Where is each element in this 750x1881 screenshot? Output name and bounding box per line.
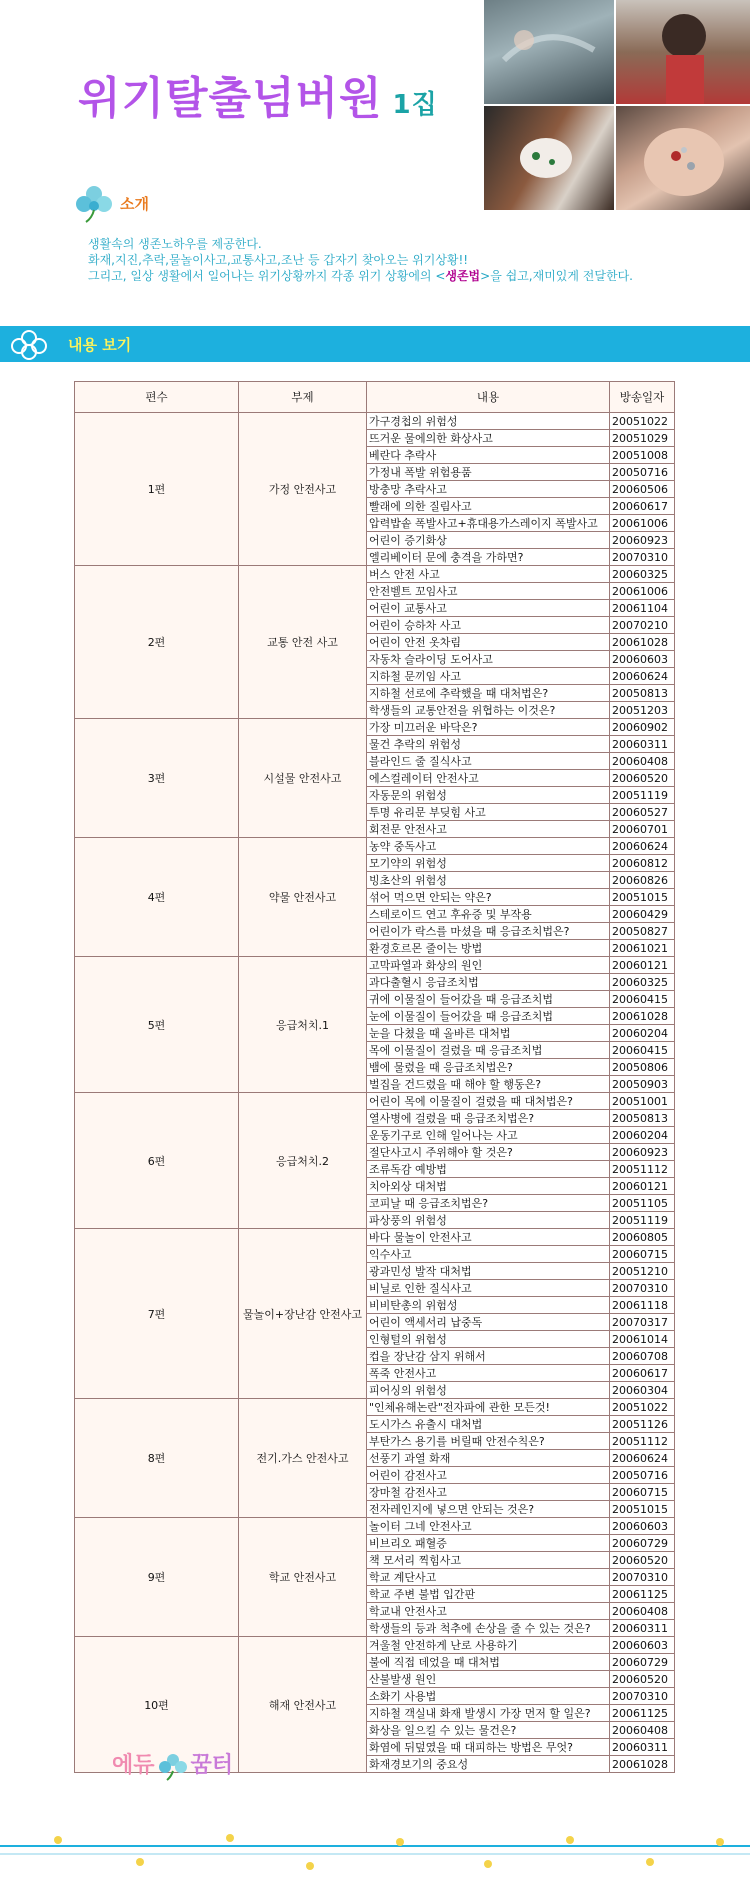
episode-number: 8편	[75, 1399, 239, 1518]
episode-subtitle: 응급처치.1	[239, 957, 367, 1093]
airdate-cell: 20060812	[610, 855, 675, 872]
airdate-cell: 20060325	[610, 566, 675, 583]
episode-subtitle: 전기.가스 안전사고	[239, 1399, 367, 1518]
content-cell: 어린이 교통사고	[367, 600, 610, 617]
logo-part-2: 꿈터	[190, 1753, 234, 1778]
content-cell: 치아외상 대처법	[367, 1178, 610, 1195]
episode-number: 2편	[75, 566, 239, 719]
content-cell: 환경호르몬 줄이는 방법	[367, 940, 610, 957]
airdate-cell: 20060415	[610, 991, 675, 1008]
content-cell: 어린이 승하차 사고	[367, 617, 610, 634]
table-row	[75, 1093, 675, 1110]
content-cell: 눈에 이물질이 들어갔을 때 응급조치법	[367, 1008, 610, 1025]
content-cell: 빨래에 의한 질림사고	[367, 498, 610, 515]
content-cell: "인체유해논란"전자파에 관한 모든것!	[367, 1399, 610, 1416]
airdate-cell: 20070310	[610, 1569, 675, 1586]
content-cell: 학교 계단사고	[367, 1569, 610, 1586]
content-cell: 선풍기 과열 화재	[367, 1450, 610, 1467]
content-cell: 가장 미끄러운 바닥은?	[367, 719, 610, 736]
content-cell: 화상을 일으킬 수 있는 물건은?	[367, 1722, 610, 1739]
content-cell: 장마철 감전사고	[367, 1484, 610, 1501]
airdate-cell: 20060624	[610, 668, 675, 685]
flower-icon	[8, 328, 50, 362]
episode-number: 5편	[75, 957, 239, 1093]
photo-cup-face	[484, 106, 614, 210]
airdate-cell: 20051105	[610, 1195, 675, 1212]
intro-line-3-a: 그리고, 일상 생활에서 일어나는 위기상황까지 각종 위기 상황에의 <	[88, 269, 446, 283]
airdate-cell: 20061125	[610, 1586, 675, 1603]
content-cell: 어린이 감전사고	[367, 1467, 610, 1484]
content-cell: 광과민성 발작 대처법	[367, 1263, 610, 1280]
airdate-cell: 20060304	[610, 1382, 675, 1399]
episode-number: 6편	[75, 1093, 239, 1229]
airdate-cell: 20060520	[610, 1552, 675, 1569]
content-cell: 가정내 폭발 위험용품	[367, 464, 610, 481]
table-row	[75, 719, 675, 736]
airdate-cell: 20051126	[610, 1416, 675, 1433]
airdate-cell: 20051210	[610, 1263, 675, 1280]
content-cell: 비브리오 패혈증	[367, 1535, 610, 1552]
airdate-cell: 20060311	[610, 1739, 675, 1756]
content-cell: 압력밥솥 폭발사고+휴대용가스레이지 폭발사고	[367, 515, 610, 532]
airdate-cell: 20060415	[610, 1042, 675, 1059]
airdate-cell: 20060923	[610, 1144, 675, 1161]
airdate-cell: 20060617	[610, 1365, 675, 1382]
airdate-cell: 20070310	[610, 549, 675, 566]
table-row	[75, 566, 675, 583]
airdate-cell: 20050806	[610, 1059, 675, 1076]
logo-clover-icon	[155, 1751, 191, 1781]
content-cell: 어린이 목에 이물질이 걸렸을 때 대처법은?	[367, 1093, 610, 1110]
episode-subtitle: 해재 안전사고	[239, 1637, 367, 1773]
episode-number: 7편	[75, 1229, 239, 1399]
content-cell: 안전벨트 꼬임사고	[367, 583, 610, 600]
airdate-cell: 20061028	[610, 1008, 675, 1025]
airdate-cell: 20061021	[610, 940, 675, 957]
airdate-cell: 20060624	[610, 838, 675, 855]
clover-icon	[72, 182, 116, 224]
content-cell: 투명 유리문 부딪힘 사고	[367, 804, 610, 821]
intro-line-1: 생활속의 생존노하우를 제공한다.	[88, 237, 262, 251]
intro-line-3	[88, 268, 633, 284]
airdate-cell: 20061028	[610, 1756, 675, 1773]
intro-description	[88, 236, 633, 284]
airdate-cell: 20060311	[610, 1620, 675, 1637]
content-cell: 눈을 다쳤을 때 올바른 대처법	[367, 1025, 610, 1042]
airdate-cell: 20051015	[610, 889, 675, 906]
content-cell: 바다 물놀이 안전사고	[367, 1229, 610, 1246]
content-cell: 조류독감 예방법	[367, 1161, 610, 1178]
episode-subtitle: 약물 안전사고	[239, 838, 367, 957]
table-row	[75, 838, 675, 855]
content-cell: 불에 직접 데었을 때 대처법	[367, 1654, 610, 1671]
title-text: 위기탈출넘버원	[78, 73, 383, 124]
content-cell: 피어싱의 위험성	[367, 1382, 610, 1399]
content-cell: 빙초산의 위험성	[367, 872, 610, 889]
episode-subtitle: 가정 안전사고	[239, 413, 367, 566]
episode-subtitle: 학교 안전사고	[239, 1518, 367, 1637]
content-cell: 베란다 추락사	[367, 447, 610, 464]
airdate-cell: 20060527	[610, 804, 675, 821]
airdate-cell: 20060603	[610, 1637, 675, 1654]
airdate-cell: 20060729	[610, 1535, 675, 1552]
content-cell: 가구경첩의 위험성	[367, 413, 610, 430]
airdate-cell: 20050827	[610, 923, 675, 940]
content-cell: 절단사고시 주위해야 할 것은?	[367, 1144, 610, 1161]
intro-heading	[72, 182, 149, 224]
airdate-cell: 20060902	[610, 719, 675, 736]
content-cell: 폭죽 안전사고	[367, 1365, 610, 1382]
airdate-cell: 20060506	[610, 481, 675, 498]
content-cell: 지하철 문끼임 사고	[367, 668, 610, 685]
content-cell: 고막파열과 화상의 원인	[367, 957, 610, 974]
airdate-cell: 20060204	[610, 1025, 675, 1042]
airdate-cell: 20060204	[610, 1127, 675, 1144]
content-cell: 학교 주변 불법 입간판	[367, 1586, 610, 1603]
footer-decoration	[0, 1828, 750, 1881]
content-cell: 어린이 액세서리 납중독	[367, 1314, 610, 1331]
airdate-cell: 20061006	[610, 515, 675, 532]
episode-number: 1편	[75, 413, 239, 566]
content-cell: 회전문 안전사고	[367, 821, 610, 838]
airdate-cell: 20050813	[610, 685, 675, 702]
airdate-cell: 20060408	[610, 753, 675, 770]
page-title	[78, 62, 438, 126]
photo-underwater	[484, 0, 614, 104]
airdate-cell: 20061118	[610, 1297, 675, 1314]
content-cell: 어린이 안전 옷차림	[367, 634, 610, 651]
airdate-cell: 20051008	[610, 447, 675, 464]
content-cell: 모기약의 위험성	[367, 855, 610, 872]
content-cell: 열사병에 걸렸을 때 응급조치법은?	[367, 1110, 610, 1127]
content-cell: 섞어 먹으면 안되는 약은?	[367, 889, 610, 906]
airdate-cell: 20060121	[610, 957, 675, 974]
intro-line-2: 화재,지진,추락,물놀이사고,교통사고,조난 등 갑자기 찾아오는 위기상황!!	[88, 253, 469, 267]
content-cell: 엘리베이터 문에 충격을 가하면?	[367, 549, 610, 566]
table-row	[75, 957, 675, 974]
airdate-cell: 20051112	[610, 1161, 675, 1178]
content-cell: 뱀에 물렸을 때 응급조치법은?	[367, 1059, 610, 1076]
airdate-cell: 20070310	[610, 1280, 675, 1297]
airdate-cell: 20050903	[610, 1076, 675, 1093]
airdate-cell: 20060805	[610, 1229, 675, 1246]
airdate-cell: 20050716	[610, 1467, 675, 1484]
content-cell: 책 모서리 찍힘사고	[367, 1552, 610, 1569]
content-cell: 과다출혈시 응급조치법	[367, 974, 610, 991]
table-row	[75, 1518, 675, 1535]
airdate-cell: 20050813	[610, 1110, 675, 1127]
episode-subtitle: 응급처치.2	[239, 1093, 367, 1229]
content-cell: 화재경보기의 중요성	[367, 1756, 610, 1773]
content-cell: 물건 추락의 위험성	[367, 736, 610, 753]
episode-subtitle: 교통 안전 사고	[239, 566, 367, 719]
table-row	[75, 1637, 675, 1654]
airdate-cell: 20060408	[610, 1722, 675, 1739]
table-row	[75, 1399, 675, 1416]
airdate-cell: 20061104	[610, 600, 675, 617]
content-cell: 운동기구로 인해 일어나는 사고	[367, 1127, 610, 1144]
airdate-cell: 20060121	[610, 1178, 675, 1195]
episode-number: 9편	[75, 1518, 239, 1637]
content-cell: 지하철 선로에 추락했을 때 대처법은?	[367, 685, 610, 702]
header-subtitle: 부제	[239, 382, 367, 413]
airdate-cell: 20060617	[610, 498, 675, 515]
content-cell: 산불발생 원인	[367, 1671, 610, 1688]
content-cell: 어린이 증기화상	[367, 532, 610, 549]
airdate-cell: 20061028	[610, 634, 675, 651]
airdate-cell: 20060603	[610, 1518, 675, 1535]
table-row	[75, 1229, 675, 1246]
airdate-cell: 20051203	[610, 702, 675, 719]
content-cell: 블라인드 줄 질식사고	[367, 753, 610, 770]
content-cell: 비닐로 인한 질식사고	[367, 1280, 610, 1297]
content-cell: 익수사고	[367, 1246, 610, 1263]
content-cell: 버스 안전 사고	[367, 566, 610, 583]
airdate-cell: 20070310	[610, 1688, 675, 1705]
content-cell: 어린이가 락스를 마셨을 때 응급조치법은?	[367, 923, 610, 940]
airdate-cell: 20060408	[610, 1603, 675, 1620]
logo-part-1: 에듀	[112, 1753, 155, 1778]
content-cell: 농약 중독사고	[367, 838, 610, 855]
content-cell: 전자레인지에 넣으면 안되는 것은?	[367, 1501, 610, 1518]
airdate-cell: 20060325	[610, 974, 675, 991]
footer-logo	[112, 1748, 233, 1781]
content-cell: 화염에 뒤덮였을 때 대피하는 방법은 무엇?	[367, 1739, 610, 1756]
airdate-cell: 20070317	[610, 1314, 675, 1331]
airdate-cell: 20060603	[610, 651, 675, 668]
airdate-cell: 20060520	[610, 1671, 675, 1688]
content-cell: 자동문의 위험성	[367, 787, 610, 804]
content-cell: 겨울철 안전하게 난로 사용하기	[367, 1637, 610, 1654]
airdate-cell: 20051022	[610, 413, 675, 430]
content-cell: 학생들의 등과 척추에 손상을 줄 수 있는 것은?	[367, 1620, 610, 1637]
content-cell: 도시가스 유출시 대처법	[367, 1416, 610, 1433]
airdate-cell: 20051015	[610, 1501, 675, 1518]
airdate-cell: 20050716	[610, 464, 675, 481]
content-cell: 방충망 추락사고	[367, 481, 610, 498]
header-airdate: 방송일자	[610, 382, 675, 413]
airdate-cell: 20060311	[610, 736, 675, 753]
content-cell: 학교내 안전사고	[367, 1603, 610, 1620]
episode-subtitle: 시설물 안전사고	[239, 719, 367, 838]
subtitle-text: 1집	[392, 90, 438, 120]
airdate-cell: 20060429	[610, 906, 675, 923]
airdate-cell: 20051029	[610, 430, 675, 447]
episode-table	[74, 381, 675, 1773]
section-label: 내용 보기	[68, 336, 132, 354]
content-cell: 지하철 객실내 화재 발생시 가장 먼저 할 일은?	[367, 1705, 610, 1722]
content-cell: 벌집을 건드렸을 때 해야 할 행동은?	[367, 1076, 610, 1093]
episode-number: 4편	[75, 838, 239, 957]
content-cell: 부탄가스 용기를 버릴때 안전수칙은?	[367, 1433, 610, 1450]
content-cell: 귀에 이물질이 들어갔을 때 응급조치법	[367, 991, 610, 1008]
airdate-cell: 20060715	[610, 1246, 675, 1263]
airdate-cell: 20060729	[610, 1654, 675, 1671]
content-cell: 코피날 때 응급조치법은?	[367, 1195, 610, 1212]
airdate-cell: 20060520	[610, 770, 675, 787]
content-cell: 컵을 장난감 삼지 위해서	[367, 1348, 610, 1365]
header-episode: 편수	[75, 382, 239, 413]
header-content: 내용	[367, 382, 610, 413]
content-cell: 목에 이물질이 걸렸을 때 응급조치법	[367, 1042, 610, 1059]
airdate-cell: 20051119	[610, 787, 675, 804]
photo-collage	[484, 0, 750, 210]
airdate-cell: 20070210	[610, 617, 675, 634]
episode-subtitle: 물놀이+장난감 안전사고	[239, 1229, 367, 1399]
section-bar	[0, 326, 750, 362]
content-cell: 비비탄총의 위험성	[367, 1297, 610, 1314]
photo-hand-accessory	[616, 106, 750, 210]
airdate-cell: 20051001	[610, 1093, 675, 1110]
airdate-cell: 20060624	[610, 1450, 675, 1467]
table-header-row	[75, 382, 675, 413]
airdate-cell: 20060701	[610, 821, 675, 838]
table-row	[75, 413, 675, 430]
photo-child-head	[616, 0, 750, 104]
intro-label: 소개	[120, 194, 149, 213]
intro-line-3-b: >을 쉽고,재미있게 전달한다.	[480, 269, 633, 283]
airdate-cell: 20061125	[610, 1705, 675, 1722]
airdate-cell: 20060715	[610, 1484, 675, 1501]
episode-number: 10편	[75, 1637, 239, 1773]
content-cell: 인형털의 위험성	[367, 1331, 610, 1348]
content-cell: 뜨거운 물에의한 화상사고	[367, 430, 610, 447]
content-cell: 에스컬레이터 안전사고	[367, 770, 610, 787]
content-cell: 소화기 사용법	[367, 1688, 610, 1705]
intro-emphasis: 생존법	[445, 269, 481, 283]
content-cell: 놀이터 그네 안전사고	[367, 1518, 610, 1535]
airdate-cell: 20061006	[610, 583, 675, 600]
airdate-cell: 20060708	[610, 1348, 675, 1365]
airdate-cell: 20051022	[610, 1399, 675, 1416]
content-cell: 파상풍의 위험성	[367, 1212, 610, 1229]
airdate-cell: 20060923	[610, 532, 675, 549]
airdate-cell: 20051112	[610, 1433, 675, 1450]
episode-number: 3편	[75, 719, 239, 838]
content-cell: 자동차 슬라이딩 도어사고	[367, 651, 610, 668]
airdate-cell: 20061014	[610, 1331, 675, 1348]
content-cell: 스테로이드 연고 후유증 및 부작용	[367, 906, 610, 923]
airdate-cell: 20060826	[610, 872, 675, 889]
content-cell: 학생들의 교통안전을 위협하는 이것은?	[367, 702, 610, 719]
airdate-cell: 20051119	[610, 1212, 675, 1229]
